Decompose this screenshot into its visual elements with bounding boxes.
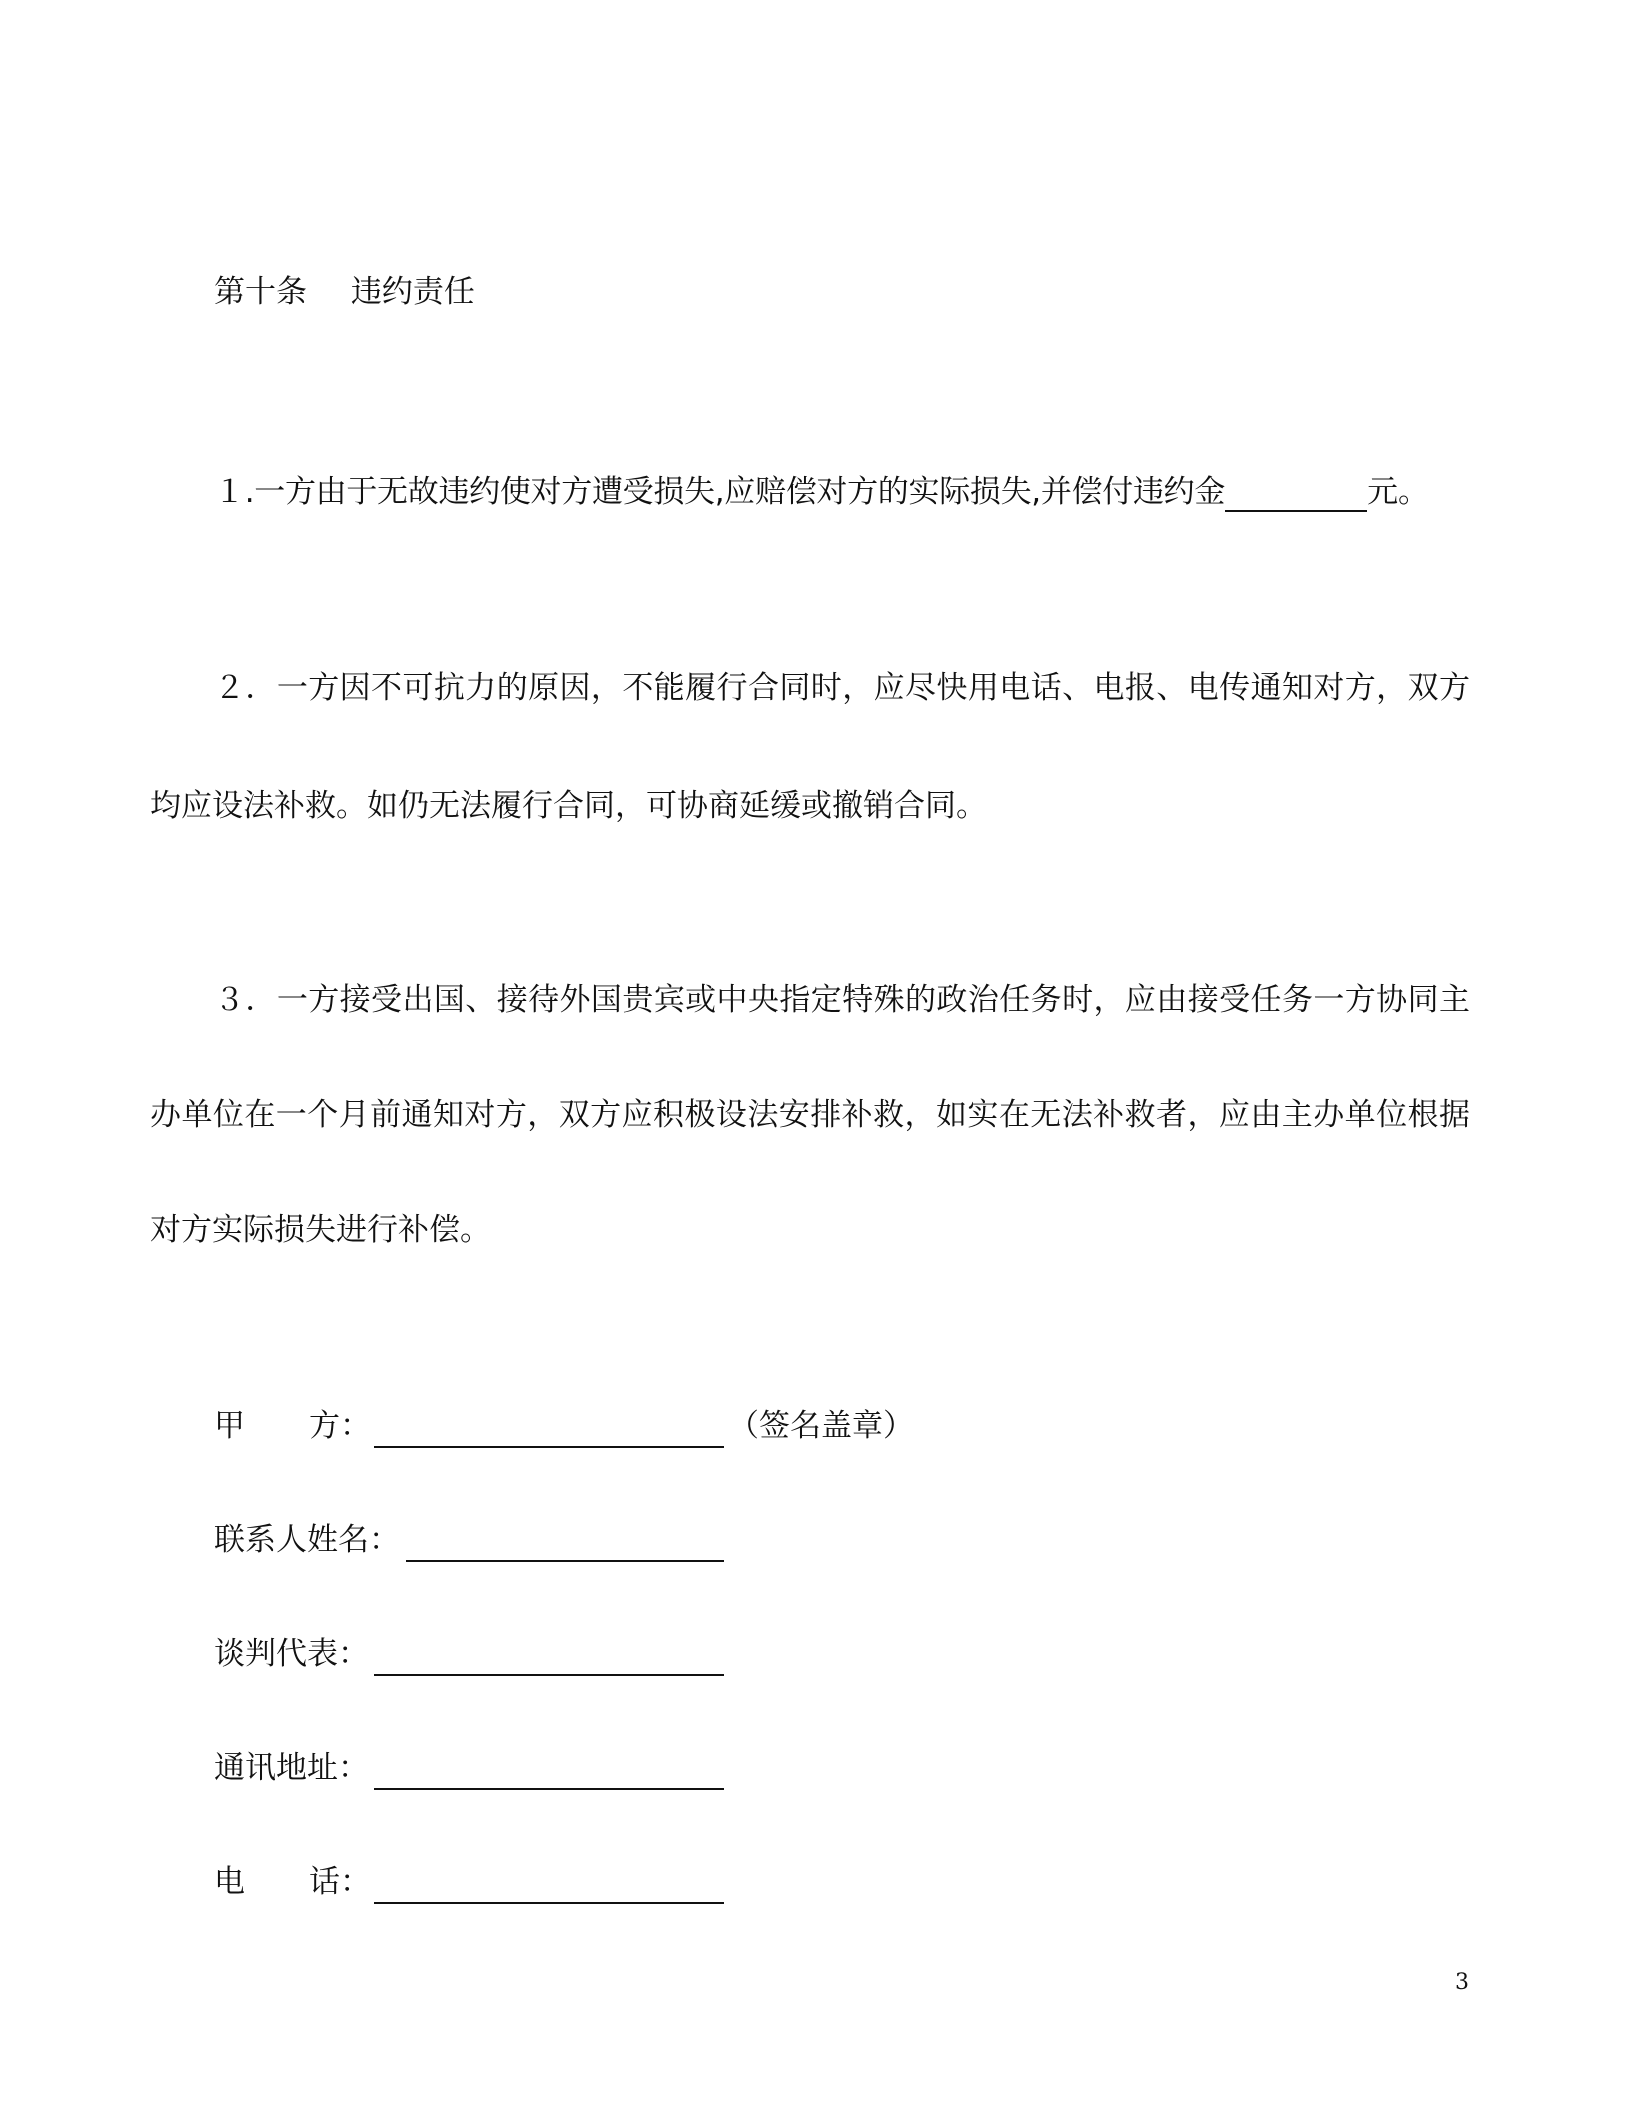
clause-3-line-2: 办单位在一个月前通知对方，双方应积极设法安排补救，如实在无法补救者，应由主办单位根据 xyxy=(150,1097,1470,1133)
party-a-signature-line[interactable] xyxy=(374,1446,724,1448)
clause-2-line-1: ２．一方因不可抗力的原因，不能履行合同时，应尽快用电话、电报、电传通知对方，双方 xyxy=(214,670,1470,706)
clause-1-text: １.一方由于无故违约使对方遭受损失,应赔偿对方的实际损失,并偿付违约金 xyxy=(214,474,1226,510)
article-title: 违约责任 xyxy=(350,274,475,310)
clause-3-line-1: ３．一方接受出国、接待外国贵宾或中央指定特殊的政治任务时，应由接受任务一方协同主 xyxy=(214,982,1470,1018)
page-number: 3 xyxy=(1455,1970,1469,1995)
penalty-amount-blank[interactable] xyxy=(1225,474,1367,512)
article-number: 第十条 xyxy=(214,274,307,310)
article-heading xyxy=(214,272,475,312)
address-line[interactable] xyxy=(374,1788,724,1790)
clause-1 xyxy=(214,472,1470,512)
clause-1-unit: 元。 xyxy=(1367,474,1430,510)
seal-note: （签名盖章） xyxy=(728,1408,914,1444)
negotiator-line[interactable] xyxy=(374,1674,724,1676)
phone-line[interactable] xyxy=(374,1902,724,1904)
clause-2-line-2: 均应设法补救。如仍无法履行合同，可协商延缓或撤销合同。 xyxy=(150,788,987,824)
negotiator-label: 谈判代表： xyxy=(214,1636,369,1672)
address-label: 通讯地址： xyxy=(214,1750,369,1786)
contact-name-label: 联系人姓名： xyxy=(214,1522,400,1558)
party-a-label: 甲 方： xyxy=(214,1408,371,1444)
clause-3-line-3: 对方实际损失进行补偿。 xyxy=(150,1212,491,1248)
phone-label: 电 话： xyxy=(214,1864,371,1900)
contact-name-line[interactable] xyxy=(406,1560,724,1562)
